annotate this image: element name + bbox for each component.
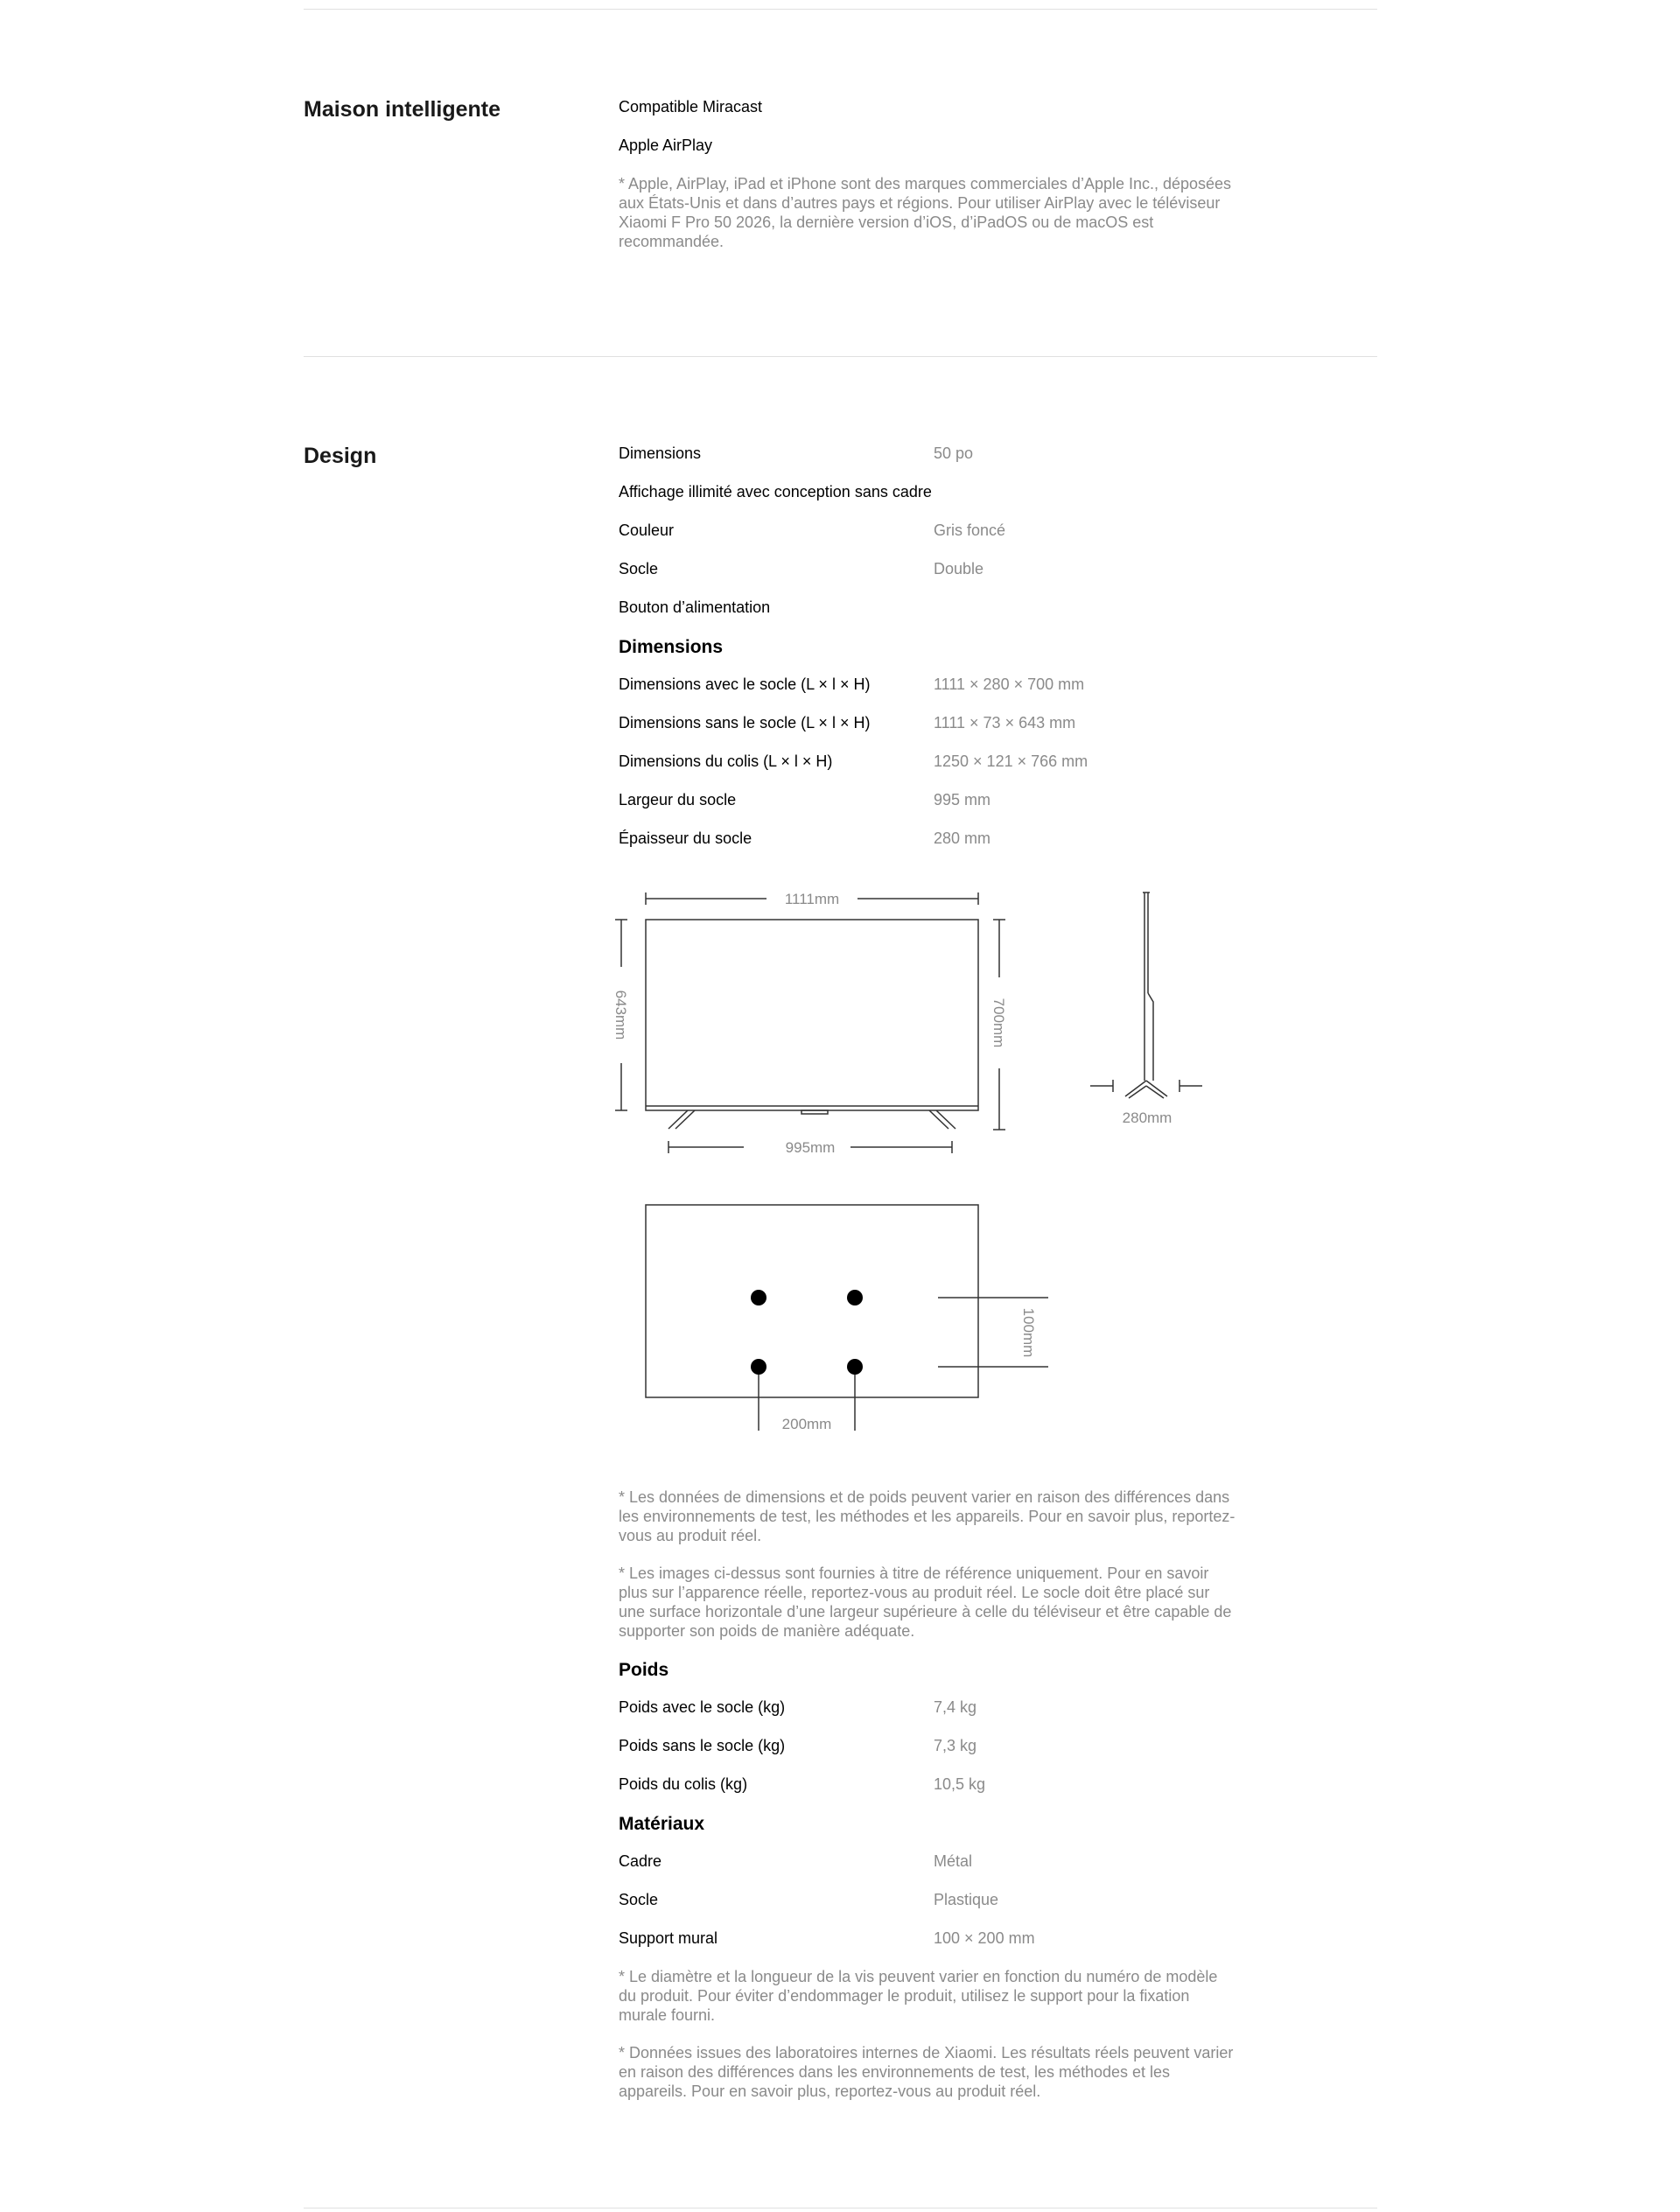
spec-row — [619, 1774, 1236, 1813]
spec-row — [619, 1736, 1236, 1774]
spec-value: 1111 × 280 × 700 mm — [934, 676, 1085, 693]
spec-label: Support mural — [619, 1929, 718, 1947]
spec-value: 7,4 kg — [934, 1698, 977, 1716]
spec-row — [619, 752, 1236, 790]
footnote: * Données issues des laboratoires internes de Xiaomi. Les résultats réels peuvent varier en raison des différences dans les environnements de test, les méthodes et les appareils. Pour en savoir plus, reportez-vous au produit réel. — [619, 2044, 1234, 2100]
spec-row — [619, 136, 1236, 174]
spec-value: Métal — [934, 1852, 973, 1870]
section-divider — [304, 9, 1377, 10]
spec-label: Socle — [619, 560, 659, 578]
design-specs — [619, 444, 1236, 867]
label-vesa-v: 100mm — [1020, 1307, 1037, 1358]
spec-row — [619, 97, 1236, 136]
spec-label: Largeur du socle — [619, 791, 737, 808]
tv-foot-right — [929, 1110, 956, 1129]
spec-label: Dimensions sans le socle (L × l × H) — [619, 714, 871, 732]
tv-foot-left — [668, 1110, 695, 1129]
spec-label: Dimensions avec le socle (L × l × H) — [619, 676, 871, 693]
spec-label: Compatible Miracast — [619, 98, 763, 116]
spec-value: 7,3 kg — [934, 1737, 977, 1754]
smart-home-specs — [619, 97, 1236, 270]
vesa-hole — [847, 1290, 863, 1306]
spec-value: 10,5 kg — [934, 1775, 986, 1793]
spec-row — [619, 713, 1236, 752]
tv-dimension-diagram — [604, 879, 1216, 1457]
airplay-note: * Apple, AirPlay, iPad et iPhone sont des marques commerciales d’Apple Inc., déposées aux États-Unis et dans d’autres pays et régions. Pour utiliser AirPlay avec le téléviseur Xiaomi F Pro 50 2026, la dernière version d’iOS, d’iPadOS ou de macOS est recommandée. — [619, 175, 1232, 250]
label-stand-depth: 280mm — [1122, 1110, 1172, 1126]
spec-row — [619, 598, 1236, 636]
spec-label: Poids avec le socle (kg) — [619, 1698, 786, 1716]
spec-row — [619, 482, 1236, 521]
spec-label: Bouton d’alimentation — [619, 598, 771, 616]
spec-label: Épaisseur du socle — [619, 830, 752, 847]
spec-label: Couleur — [619, 522, 675, 539]
spec-label: Cadre — [619, 1852, 662, 1870]
spec-label: Dimensions — [619, 444, 702, 462]
label-stand-width: 995mm — [785, 1139, 836, 1156]
spec-value: Gris foncé — [934, 522, 1006, 539]
vesa-hole — [751, 1290, 766, 1306]
spec-value: Plastique — [934, 1891, 999, 1908]
vesa-hole — [847, 1359, 863, 1375]
design-specs-continued — [619, 1488, 1236, 2119]
spec-label: Affichage illimité avec conception sans cadre — [619, 483, 932, 500]
tv-back-outline — [646, 1205, 978, 1397]
label-width: 1111mm — [784, 891, 840, 907]
spec-row — [619, 559, 1236, 598]
spec-label: Poids du colis (kg) — [619, 1775, 748, 1793]
design-note: * Les données de dimensions et de poids peuvent varier en raison des différences dans les environnements de test, les méthodes et les appareils. Pour en savoir plus, reportez-vous au produit réel. — [619, 1488, 1236, 1544]
label-vesa-h: 200mm — [781, 1416, 832, 1432]
spec-label: Poids sans le socle (kg) — [619, 1737, 786, 1754]
tv-side-stand — [1125, 1081, 1167, 1098]
spec-label: Apple AirPlay — [619, 136, 713, 154]
section-divider — [304, 356, 1377, 357]
footnote: * Le diamètre et la longueur de la vis peuvent varier en fonction du numéro de modèle du produit. Pour éviter d’endommager le produit, utilisez le support pour la fixation murale fourni. — [619, 1968, 1218, 2024]
spec-row — [619, 1852, 1236, 1890]
section-title-design: Design — [304, 444, 377, 468]
spec-value: 1250 × 121 × 766 mm — [934, 752, 1088, 770]
section-title-smart-home: Maison intelligente — [304, 97, 501, 122]
spec-row — [619, 521, 1236, 559]
spec-row — [619, 444, 1236, 482]
spec-value: 995 mm — [934, 791, 991, 808]
spec-row — [619, 790, 1236, 829]
subheading-weight: Poids — [619, 1660, 669, 1680]
vesa-hole — [751, 1359, 766, 1375]
tv-front-outline — [646, 920, 978, 1110]
spec-row — [619, 1928, 1236, 1967]
spec-value: 1111 × 73 × 643 mm — [934, 714, 1076, 732]
spec-value: 100 × 200 mm — [934, 1929, 1035, 1947]
spec-value: 50 po — [934, 444, 974, 462]
spec-label: Dimensions du colis (L × l × H) — [619, 752, 833, 770]
design-note: * Les images ci-dessus sont fournies à titre de référence uniquement. Pour en savoir plus sur l’apparence réelle, reportez-vous au produit réel. Le socle doit être placé sur une surface horizontale d’une largeur supérieure à celle du téléviseur et être capable de supporter son poids de manière adéquate. — [619, 1564, 1232, 1640]
subheading-materials: Matériaux — [619, 1814, 705, 1834]
spec-row — [619, 829, 1236, 867]
label-height-no-stand: 643mm — [612, 990, 629, 1040]
spec-row — [619, 675, 1236, 713]
spec-value: Double — [934, 560, 984, 578]
spec-row — [619, 1698, 1236, 1736]
spec-value: 280 mm — [934, 830, 991, 847]
subheading-dimensions: Dimensions — [619, 637, 724, 657]
spec-label: Socle — [619, 1891, 659, 1908]
label-height-with-stand: 700mm — [990, 998, 1007, 1048]
spec-row — [619, 1890, 1236, 1928]
